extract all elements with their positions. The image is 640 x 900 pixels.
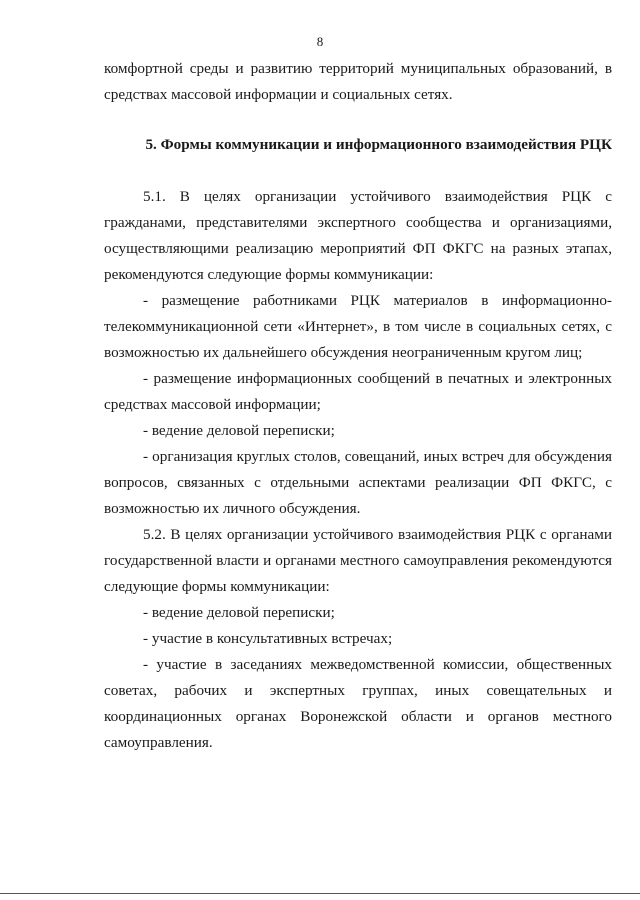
- list-item-correspondence: - ведение деловой переписки;: [143, 422, 335, 439]
- list-item-round-tables: - организация круглых столов, совещаний, иных встреч для обсуждения вопросов, связанных с отдельными аспектами реализации ФП ФКГС, с возможностью их личного обсуждения.: [104, 448, 612, 517]
- list-item-consultations: - участие в консультативных встречах;: [143, 630, 393, 647]
- section-heading: 5. Формы коммуникации и информационного взаимодействия РЦК: [145, 136, 612, 153]
- page-bottom-edge: [0, 893, 640, 894]
- page-number: 8: [316, 34, 324, 49]
- paragraph-5-2: 5.2. В целях организации устойчивого взаимодействия РЦК с органами государственной власти и органами местного самоуправления рекомендуются следующие формы коммуникации:: [104, 526, 612, 595]
- list-item-commissions: - участие в заседаниях межведомственной комиссии, общественных советах, рабочих и экспертных группах, иных совещательных и координационных органах Воронежской области и органов местного самоуправления.: [104, 656, 612, 751]
- list-item-media: - размещение информационных сообщений в печатных и электронных средствах массовой информации;: [104, 370, 612, 413]
- list-item-correspondence-2: - ведение деловой переписки;: [143, 604, 335, 621]
- section-body: [104, 184, 612, 756]
- intro-paragraph-container: [104, 56, 612, 108]
- paragraph-5-1: 5.1. В целях организации устойчивого взаимодействия РЦК с гражданами, представителями экспертного сообщества и организациями, осуществляющими реализацию мероприятий ФП ФКГС на разных этапах, рекомендуются следующие формы коммуникации:: [104, 188, 612, 283]
- list-item-internet: - размещение работниками РЦК материалов в информационно-телекоммуникационной сети «Интернет», в том числе в социальных сетях, с возможностью их дальнейшего обсуждения неограниченным кругом лиц;: [104, 292, 612, 361]
- intro-paragraph: комфортной среды и развитию территорий муниципальных образований, в средствах массовой информации и социальных сетях.: [104, 60, 612, 103]
